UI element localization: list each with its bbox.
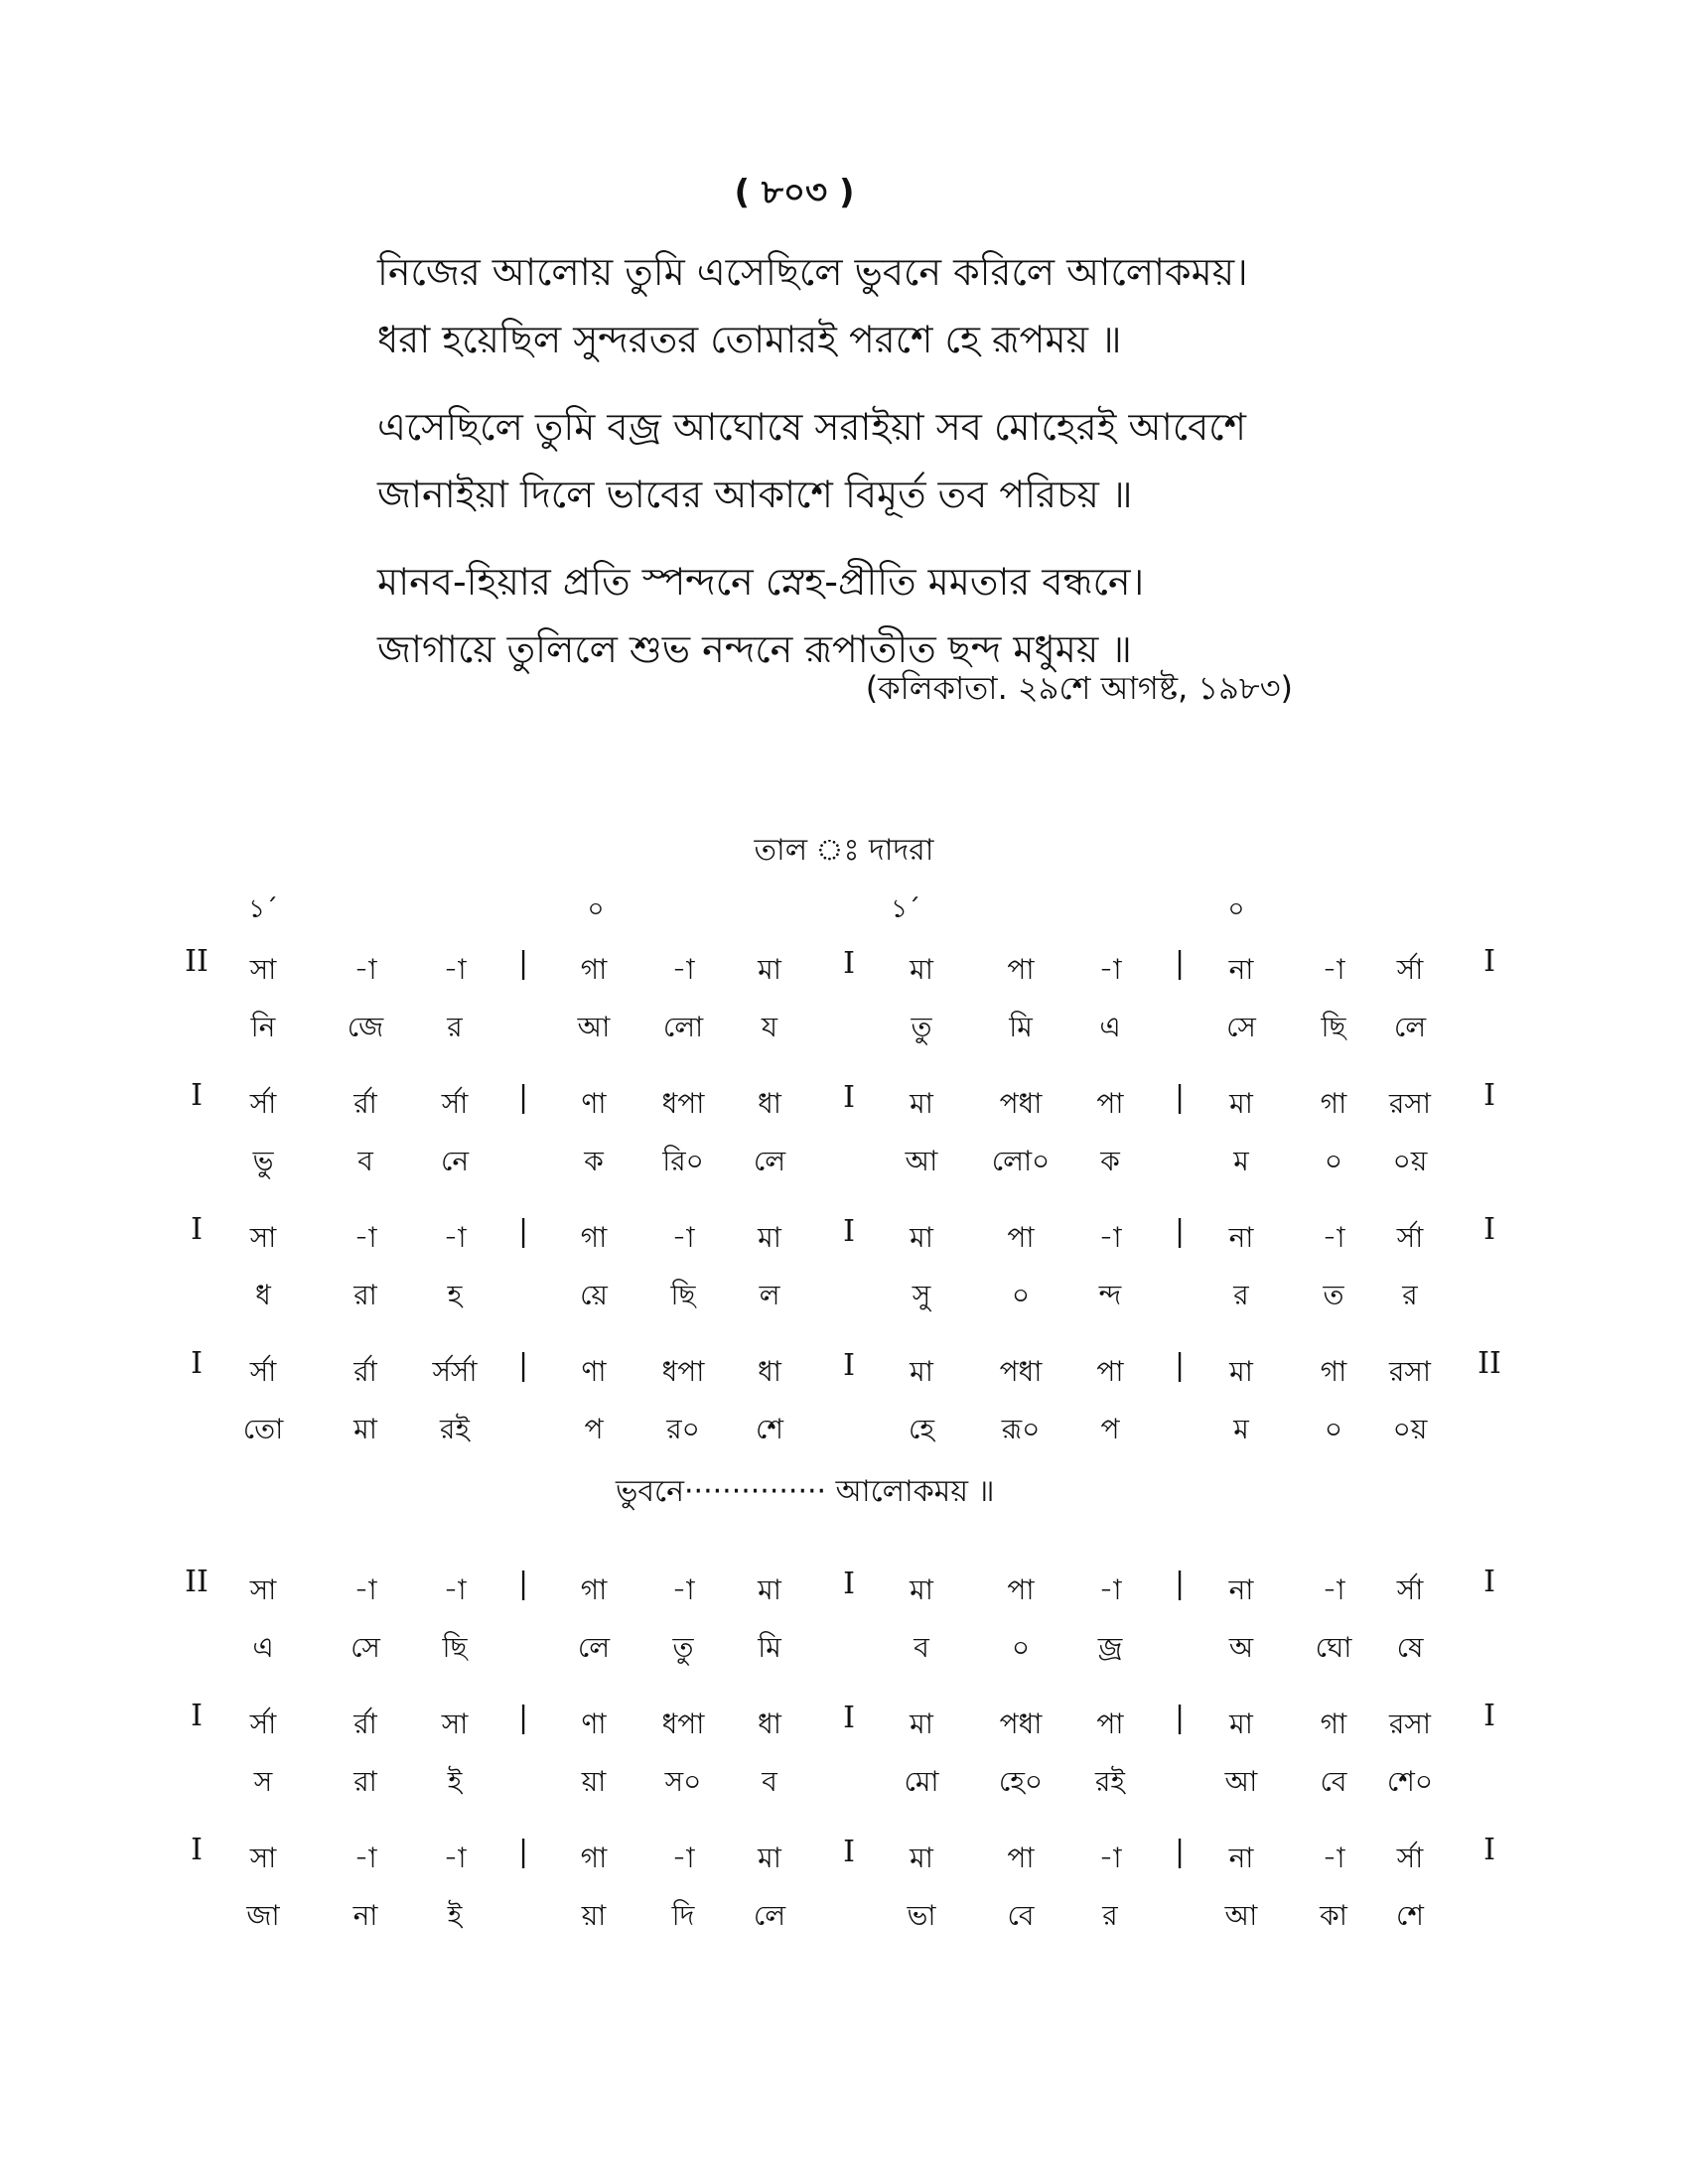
- lyric-syllable: প: [584, 1413, 604, 1445]
- swara-note: পা: [1007, 953, 1035, 986]
- swara-note: -া: [353, 953, 377, 986]
- lyric-syllable: ছি: [442, 1631, 468, 1664]
- swara-note: মা: [910, 1355, 933, 1388]
- lyric-syllable: না: [352, 1899, 378, 1932]
- swara-note: -া: [443, 953, 467, 986]
- lyric-syllable: ধ: [255, 1279, 271, 1311]
- lyric-syllable: রা: [353, 1279, 377, 1311]
- close-bar: I: [1483, 1212, 1495, 1247]
- place-date: (কলিকাতা. ২৯শে আগষ্ট, ১৯৮৩): [865, 669, 1293, 707]
- swara-note: সা: [249, 1573, 277, 1606]
- lyric-line: জানাইয়া দিলে ভাবের আকাশে বিমূর্ত তব পরিচয় ॥: [377, 473, 1133, 516]
- beat-separator: I: [843, 1348, 855, 1383]
- lyric-syllable: তু: [911, 1011, 932, 1043]
- lyric-line: মানব-হিয়ার প্রতি স্পন্দনে স্নেহ-প্রীতি মমতার বন্ধনে।: [377, 560, 1145, 604]
- swara-note: পধা: [999, 1355, 1043, 1388]
- open-bar: I: [191, 1212, 203, 1247]
- lyric-syllable: হ: [447, 1279, 463, 1311]
- swara-note: মা: [758, 953, 781, 986]
- swara-note: -া: [671, 1221, 695, 1254]
- lyric-syllable: য: [761, 1011, 778, 1043]
- swara-note: -া: [1098, 1573, 1122, 1606]
- swara-note: র্সা: [1396, 1842, 1424, 1874]
- swara-note: -া: [1098, 1842, 1122, 1874]
- lyric-syllable: তো: [242, 1413, 284, 1445]
- lyric-syllable: য়া: [581, 1899, 607, 1932]
- lyric-syllable: জা: [246, 1899, 280, 1932]
- lyric-syllable: র: [1402, 1279, 1418, 1311]
- lyric-syllable: বে: [1007, 1899, 1035, 1932]
- lyric-syllable: লো: [662, 1011, 704, 1043]
- lyric-syllable: বে: [1320, 1765, 1347, 1798]
- beat-marks-row: [0, 888, 1688, 928]
- lyric-syllable: নি: [250, 1011, 276, 1043]
- lyric-syllable: সে: [351, 1631, 380, 1664]
- swara-note: পা: [1007, 1221, 1035, 1254]
- swara-note: মা: [910, 953, 933, 986]
- lyric-syllable: এ: [1099, 1011, 1121, 1043]
- swara-note: পধা: [999, 1707, 1043, 1740]
- swara-note: -া: [443, 1842, 467, 1874]
- swara-note: র্সা: [1396, 1221, 1424, 1254]
- beat-separator: I: [843, 1080, 855, 1115]
- swara-note: র্সা: [249, 1355, 277, 1388]
- beat-separator: |: [1174, 1701, 1186, 1735]
- lyric-line: ধরা হয়েছিল সুন্দরতর তোমারই পরশে হে রূপময় ॥: [377, 318, 1122, 361]
- lyric-syllable: আ: [905, 1145, 938, 1177]
- swara-note: ধা: [758, 1707, 781, 1740]
- swara-note: সা: [249, 1842, 277, 1874]
- swara-note: সা: [249, 1221, 277, 1254]
- swara-note: গা: [580, 1573, 608, 1606]
- lyric-syllable: কা: [1320, 1899, 1347, 1932]
- swara-note: না: [1228, 1842, 1254, 1874]
- beat-separator: I: [843, 1701, 855, 1735]
- lyric-syllable: লো০: [991, 1145, 1051, 1177]
- swara-note: গা: [1320, 1707, 1347, 1740]
- stanza-2: [377, 393, 1370, 528]
- swara-note: -া: [353, 1842, 377, 1874]
- swara-note: মা: [1229, 1707, 1253, 1740]
- swara-note: -া: [443, 1573, 467, 1606]
- beat-separator: |: [1174, 1214, 1186, 1249]
- beat-separator: |: [1174, 1567, 1186, 1601]
- swara-note: র্সা: [249, 1707, 277, 1740]
- lyric-syllable: লে: [753, 1145, 786, 1177]
- lyric-syllable: ০: [1011, 1279, 1031, 1311]
- swara-note: মা: [1229, 1355, 1253, 1388]
- lyric-syllable: ক: [1100, 1145, 1120, 1177]
- swara-note: পা: [1096, 1355, 1124, 1388]
- close-bar: I: [1483, 1565, 1495, 1599]
- lyric-syllable: ব: [357, 1145, 373, 1177]
- swara-note: না: [1228, 1221, 1254, 1254]
- lyric-syllable: স: [253, 1765, 273, 1798]
- swara-note: মা: [758, 1221, 781, 1254]
- refrain-line: ভুবনে··············· আলোকময় ॥: [616, 1474, 995, 1509]
- close-bar: I: [1483, 1833, 1495, 1867]
- swara-note: মা: [910, 1573, 933, 1606]
- swara-note: -া: [1322, 1221, 1345, 1254]
- lyric-syllable: লে: [577, 1631, 611, 1664]
- lyric-syllable: ০: [1324, 1145, 1343, 1177]
- beat-separator: I: [843, 946, 855, 981]
- swara-note: র্সর্সা: [432, 1355, 478, 1388]
- beat-mark: ১´: [891, 894, 920, 924]
- beat-separator: |: [517, 946, 529, 981]
- swara-note: -া: [671, 953, 695, 986]
- swara-note: -া: [1322, 1573, 1345, 1606]
- lyric-syllable: র: [447, 1011, 463, 1043]
- swara-note: মা: [758, 1573, 781, 1606]
- swara-note: গা: [580, 953, 608, 986]
- lyric-syllable: দি: [671, 1899, 695, 1932]
- swara-note: রসা: [1388, 1087, 1432, 1120]
- beat-separator: I: [843, 1567, 855, 1601]
- swara-note: মা: [1229, 1087, 1253, 1120]
- lyric-syllable: ম: [1233, 1413, 1249, 1445]
- lyric-syllable: আ: [1224, 1765, 1258, 1798]
- lyric-syllable: ০য়: [1392, 1413, 1428, 1445]
- swara-note: র্সা: [1396, 953, 1424, 986]
- swara-note: গা: [1320, 1087, 1347, 1120]
- lyric-syllable: ক: [584, 1145, 604, 1177]
- beat-separator: |: [517, 1567, 529, 1601]
- lyric-syllable: ভা: [907, 1899, 936, 1932]
- lyric-syllable: মি: [1009, 1011, 1033, 1043]
- lyric-syllable: ব: [762, 1765, 777, 1798]
- lyric-syllable: সু: [912, 1279, 931, 1311]
- lyric-syllable: ই: [447, 1765, 463, 1798]
- swara-note: গা: [580, 1221, 608, 1254]
- swara-note: ধপা: [661, 1355, 705, 1388]
- lyric-syllable: র০: [666, 1413, 700, 1445]
- open-bar: II: [185, 1565, 209, 1599]
- swara-note: পা: [1096, 1087, 1124, 1120]
- beat-separator: |: [1174, 1080, 1186, 1115]
- lyric-syllable: শে০: [1386, 1765, 1434, 1798]
- swara-note: র্রা: [353, 1087, 377, 1120]
- open-bar: I: [191, 1346, 203, 1381]
- open-bar: I: [191, 1699, 203, 1733]
- lyric-syllable: প: [1100, 1413, 1120, 1445]
- swara-note: মা: [910, 1842, 933, 1874]
- swara-note: র্সা: [441, 1087, 469, 1120]
- swara-note: সা: [249, 953, 277, 986]
- beat-separator: |: [517, 1701, 529, 1735]
- lyric-syllable: লে: [753, 1899, 786, 1932]
- swara-note: পা: [1007, 1573, 1035, 1606]
- lyric-syllable: আ: [1224, 1899, 1258, 1932]
- lyric-syllable: ছি: [670, 1279, 696, 1311]
- lyric-syllable: য়া: [581, 1765, 607, 1798]
- lyric-syllable: ম: [1233, 1145, 1249, 1177]
- beat-separator: |: [517, 1080, 529, 1115]
- swara-note: র্সা: [249, 1087, 277, 1120]
- swara-note: ণা: [581, 1355, 607, 1388]
- lyric-line: এসেছিলে তুমি বজ্র আঘোষে সরাইয়া সব মোহেরই আবেশে: [377, 405, 1246, 449]
- swara-note: ণা: [581, 1087, 607, 1120]
- swara-note: -া: [1322, 1842, 1345, 1874]
- lyric-syllable: র: [1102, 1899, 1118, 1932]
- swara-note: ণা: [581, 1707, 607, 1740]
- lyric-syllable: সে: [1226, 1011, 1256, 1043]
- lyric-syllable: লে: [1393, 1011, 1427, 1043]
- lyric-syllable: তু: [672, 1631, 694, 1664]
- lyric-syllable: মি: [758, 1631, 781, 1664]
- lyric-syllable: মো: [904, 1765, 939, 1798]
- lyric-syllable: ০য়: [1392, 1145, 1428, 1177]
- lyric-syllable: জে: [347, 1011, 384, 1043]
- swara-note: গা: [580, 1842, 608, 1874]
- swara-note: -া: [353, 1573, 377, 1606]
- swara-note: না: [1228, 1573, 1254, 1606]
- lyric-syllable: রা: [353, 1765, 377, 1798]
- beat-mark: ০: [587, 894, 605, 924]
- close-bar: I: [1483, 1078, 1495, 1113]
- lyric-syllable: র: [1233, 1279, 1249, 1311]
- swara-note: মা: [910, 1707, 933, 1740]
- lyric-syllable: ছি: [1321, 1011, 1346, 1043]
- beat-separator: |: [517, 1835, 529, 1869]
- swara-note: পা: [1096, 1707, 1124, 1740]
- swara-note: -া: [1098, 1221, 1122, 1254]
- close-bar: II: [1477, 1346, 1501, 1381]
- stanza-1: [377, 238, 1370, 373]
- lyric-syllable: ষে: [1396, 1631, 1424, 1664]
- lyric-syllable: রি০: [662, 1145, 704, 1177]
- lyric-syllable: রই: [440, 1413, 470, 1445]
- beat-mark: ০: [1227, 894, 1245, 924]
- lyric-syllable: শে: [1396, 1899, 1424, 1932]
- swara-note: র্সা: [1396, 1573, 1424, 1606]
- lyric-syllable: ০: [1324, 1413, 1343, 1445]
- swara-note: র্রা: [353, 1707, 377, 1740]
- beat-separator: I: [843, 1214, 855, 1249]
- lyrics-block: [377, 238, 1370, 703]
- tala-label: তাল ঃ দাদরা: [754, 833, 934, 868]
- lyric-syllable: ল: [759, 1279, 780, 1311]
- beat-separator: |: [517, 1348, 529, 1383]
- swara-note: -া: [671, 1842, 695, 1874]
- swara-note: র্রা: [353, 1355, 377, 1388]
- lyric-syllable: আ: [577, 1011, 611, 1043]
- swara-note: মা: [910, 1221, 933, 1254]
- lyric-syllable: নে: [440, 1145, 470, 1177]
- lyric-syllable: এ: [252, 1631, 274, 1664]
- beat-separator: |: [517, 1214, 529, 1249]
- lyric-syllable: ০: [1011, 1631, 1031, 1664]
- lyric-syllable: ন্দ: [1098, 1279, 1122, 1311]
- lyric-syllable: জ্র: [1097, 1631, 1123, 1664]
- swara-note: রসা: [1388, 1355, 1432, 1388]
- swara-note: ধা: [758, 1087, 781, 1120]
- lyric-syllable: রূ০: [1001, 1413, 1041, 1445]
- close-bar: I: [1483, 944, 1495, 979]
- beat-separator: |: [1174, 1835, 1186, 1869]
- lyric-syllable: শে: [756, 1413, 783, 1445]
- lyric-line: নিজের আলোয় তুমি এসেছিলে ভুবনে করিলে আলোকময়।: [377, 250, 1248, 294]
- open-bar: I: [191, 1833, 203, 1867]
- lyric-syllable: অ: [1228, 1631, 1254, 1664]
- swara-note: মা: [758, 1842, 781, 1874]
- swara-note: পধা: [999, 1087, 1043, 1120]
- swara-note: ধা: [758, 1355, 781, 1388]
- swara-note: -া: [1322, 953, 1345, 986]
- swara-note: গা: [1320, 1355, 1347, 1388]
- swara-note: ধপা: [661, 1087, 705, 1120]
- lyric-syllable: রই: [1095, 1765, 1125, 1798]
- swara-note: পা: [1007, 1842, 1035, 1874]
- swara-note: সা: [441, 1707, 469, 1740]
- beat-separator: |: [1174, 946, 1186, 981]
- swara-note: মা: [910, 1087, 933, 1120]
- lyric-syllable: ত: [1323, 1279, 1344, 1311]
- swara-note: ধপা: [661, 1707, 705, 1740]
- song-number: ( ৮০৩ ): [734, 173, 855, 212]
- close-bar: I: [1483, 1699, 1495, 1733]
- swara-note: রসা: [1388, 1707, 1432, 1740]
- swara-note: -া: [671, 1573, 695, 1606]
- lyric-syllable: হে: [908, 1413, 935, 1445]
- lyric-syllable: য়ে: [580, 1279, 608, 1311]
- beat-separator: I: [843, 1835, 855, 1869]
- swara-note: -া: [443, 1221, 467, 1254]
- beat-mark: ১´: [248, 894, 278, 924]
- lyric-syllable: হে০: [998, 1765, 1044, 1798]
- lyric-syllable: ভু: [252, 1145, 274, 1177]
- lyric-syllable: স০: [664, 1765, 702, 1798]
- open-bar: II: [185, 944, 209, 979]
- beat-separator: |: [1174, 1348, 1186, 1383]
- lyric-syllable: ব: [914, 1631, 929, 1664]
- swara-note: না: [1228, 953, 1254, 986]
- lyric-syllable: ই: [447, 1899, 463, 1932]
- swara-note: -া: [353, 1221, 377, 1254]
- swara-note: -া: [1098, 953, 1122, 986]
- lyric-line: জাগায়ে তুলিলে শুভ নন্দনে রূপাতীত ছন্দ মধুময় ॥: [377, 627, 1132, 671]
- lyric-syllable: মা: [353, 1413, 377, 1445]
- open-bar: I: [191, 1078, 203, 1113]
- lyric-syllable: ঘো: [1315, 1631, 1352, 1664]
